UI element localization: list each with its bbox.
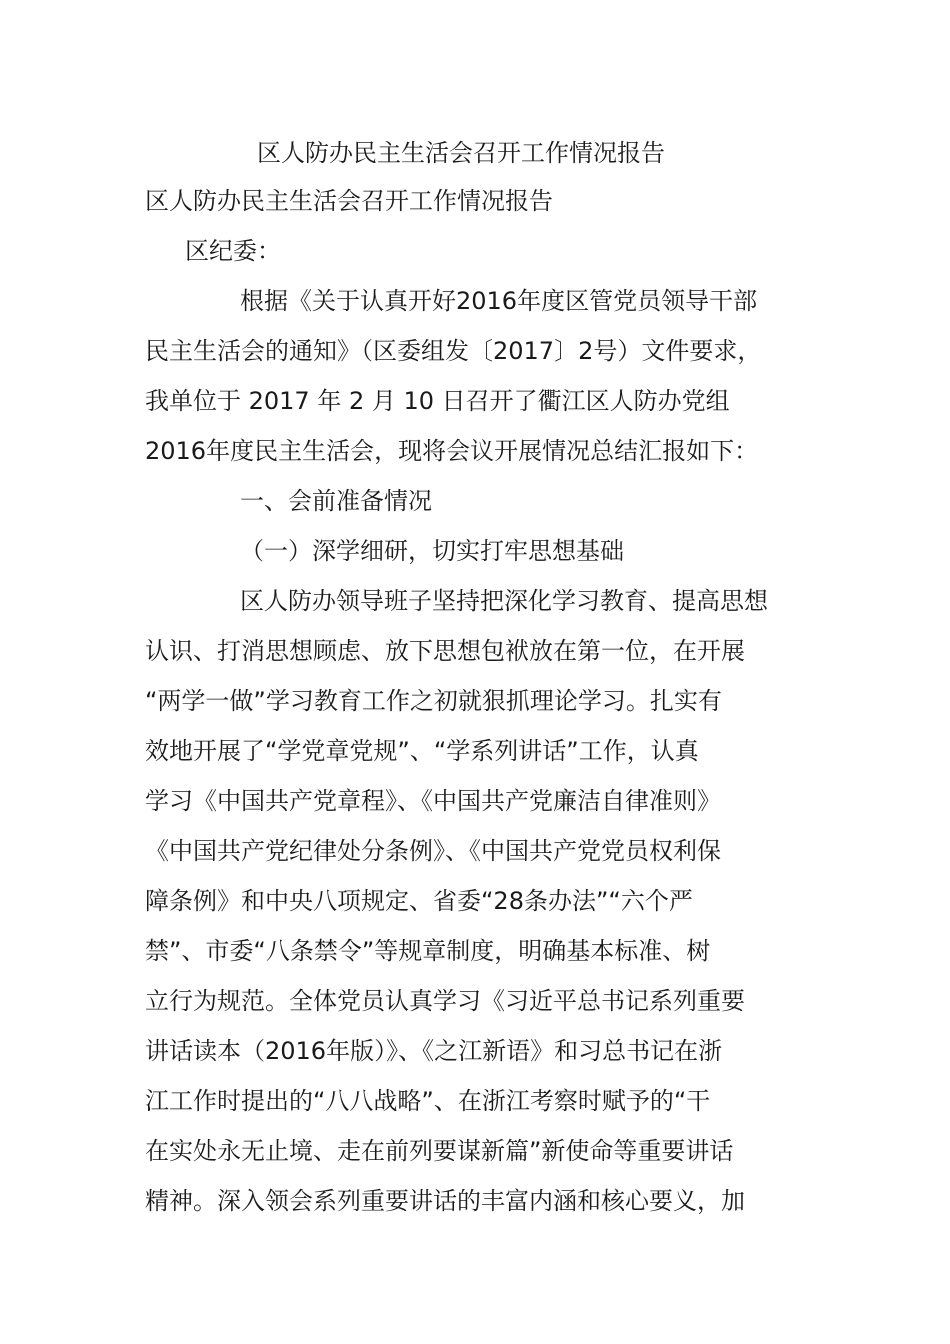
body-line: 效地开展了“学党章党规”、“学系列讲话”工作，认真 [145, 737, 699, 765]
intro-line: 我单位于 2017 年 2 月 10 日召开了衢江区人防办党组 [145, 387, 730, 415]
body-line: 认识、打消思想顾虑、放下思想包袱放在第一位，在开展 [145, 637, 745, 665]
body-line: 区人防办领导班子坚持把深化学习教育、提高思想 [240, 587, 768, 615]
intro-line: 根据《关于认真开好2016年度区管党员领导干部 [240, 287, 758, 315]
body-line: 禁”、市委“八条禁令”等规章制度，明确基本标准、树 [145, 937, 711, 965]
body-line: “两学一做”学习教育工作之初就狠抓理论学习。扎实有 [145, 687, 722, 715]
body-line: 《中国共产党纪律处分条例》、《中国共产党党员权利保 [145, 837, 721, 865]
body-line: 障条例》和中央八项规定、省委“28条办法”“六个严 [145, 887, 693, 915]
intro-line: 2016年度民主生活会，现将会议开展情况总结汇报如下： [145, 437, 759, 465]
body-line: 在实处永无止境、走在前列要谋新篇”新使命等重要讲话 [145, 1137, 734, 1165]
document-title: 区人防办民主生活会召开工作情况报告 [257, 139, 665, 167]
document-subtitle: 区人防办民主生活会召开工作情况报告 [145, 187, 553, 215]
subsection-heading: （一）深学细研，切实打牢思想基础 [240, 537, 624, 565]
salutation: 区纪委： [185, 237, 281, 265]
body-line: 讲话读本（2016年版）》、《之江新语》和习总书记在浙 [145, 1037, 723, 1065]
body-line: 立行为规范。全体党员认真学习《习近平总书记系列重要 [145, 987, 745, 1015]
section-heading: 一、会前准备情况 [240, 487, 432, 515]
body-line: 精神。深入领会系列重要讲话的丰富内涵和核心要义，加 [145, 1187, 745, 1215]
body-line: 学习《中国共产党章程》、《中国共产党廉洁自律准则》 [145, 787, 721, 815]
body-line: 江工作时提出的“八八战略”、在浙江考察时赋予的“干 [145, 1087, 711, 1115]
intro-line: 民主生活会的通知》（区委组发〔2017〕2号）文件要求， [145, 337, 762, 365]
